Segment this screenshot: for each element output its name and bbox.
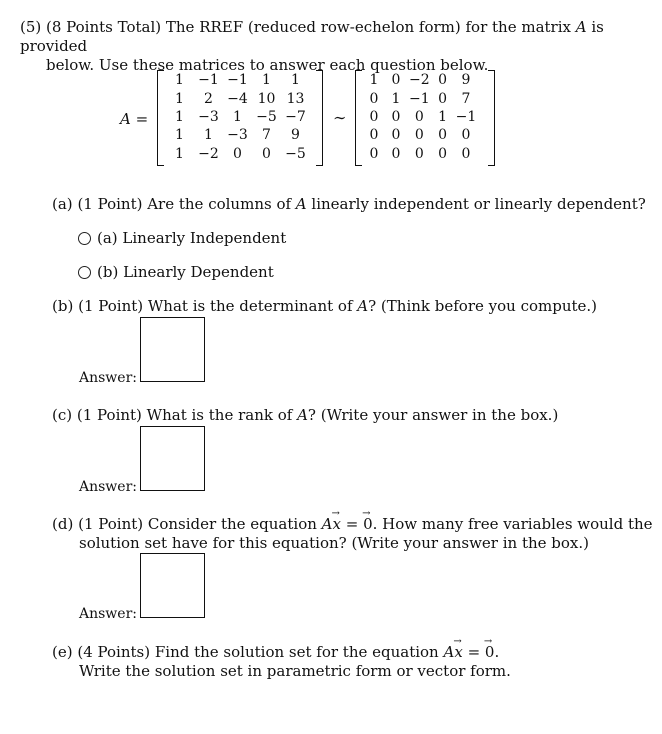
matrix-rref-cell: 0 <box>391 127 401 144</box>
matrix-a <box>157 70 323 166</box>
part-b-text-pre: (1 Point) What is the determinant of <box>78 297 358 315</box>
part-a-question <box>52 195 646 214</box>
part-d-eq-a: A <box>321 515 333 533</box>
matrix-a-cell: −3 <box>198 108 219 125</box>
part-c-var: A <box>297 406 308 424</box>
matrix-a-cell: −7 <box>285 108 306 125</box>
matrix-rref-cell: −2 <box>409 72 430 89</box>
matrix-rref-row <box>363 145 478 163</box>
part-c-answer-label: Answer: <box>79 479 137 495</box>
part-d-text-pre: (1 Point) Consider the equation <box>78 515 322 533</box>
matrix-a-cell: 1 <box>175 145 184 162</box>
radio-dependent-icon[interactable] <box>78 266 91 279</box>
option-independent-label: (a) Linearly Independent <box>97 229 287 247</box>
matrix-rref-row <box>363 126 478 144</box>
part-b-var: A <box>357 297 369 315</box>
matrix-a-cell: 0 <box>262 145 271 162</box>
matrix-rref <box>355 70 495 166</box>
part-c-question <box>52 406 558 425</box>
matrix-rref-cell: 0 <box>369 90 379 107</box>
matrix-rref-cell: 0 <box>369 145 379 162</box>
part-d-eq-zero: → 0 <box>363 515 373 533</box>
matrix-a-left-bracket <box>157 70 164 166</box>
matrix-rref-cell: 0 <box>391 145 401 162</box>
part-d-eq-x: → x <box>333 515 341 533</box>
matrix-rref-cell: 0 <box>391 72 401 89</box>
option-linearly-independent[interactable] <box>78 229 286 247</box>
matrix-a-cell: −5 <box>285 145 306 162</box>
intro-text-2: below. Use these matrices to answer each question below. <box>46 56 489 74</box>
matrix-a-cell: 1 <box>233 108 242 125</box>
matrix-rref-cell: 0 <box>438 72 448 89</box>
part-d-question <box>52 515 653 534</box>
part-e-eq-equals: = <box>462 643 485 661</box>
matrix-rref-cell: 1 <box>438 108 448 125</box>
part-e-eq-x: → x <box>454 643 462 661</box>
part-d-text-post: . How many free variables would the <box>372 515 653 533</box>
matrix-rref-row <box>363 71 478 89</box>
matrix-rref-cell: 1 <box>391 90 401 107</box>
matrix-a-cell: 1 <box>262 72 271 89</box>
part-b-answer-label: Answer: <box>79 370 137 386</box>
part-d-label: (d) <box>52 515 74 533</box>
part-c-text-post: ? (Write your answer in the box.) <box>307 406 559 424</box>
matrix-rref-table <box>363 71 478 163</box>
matrix-a-row <box>165 71 310 89</box>
matrix-a-cell: 1 <box>291 72 300 89</box>
matrix-a-right-bracket <box>316 70 323 166</box>
matrix-rref-cell: 0 <box>461 145 471 162</box>
matrix-a-row <box>165 145 310 163</box>
part-c-label: (c) <box>52 406 73 424</box>
matrix-rref-row <box>363 89 478 107</box>
matrix-a-cell: 1 <box>175 127 184 144</box>
matrix-rref-cell: 0 <box>391 108 401 125</box>
matrix-a-cell: −2 <box>198 145 219 162</box>
problem-intro <box>20 18 640 75</box>
matrix-rref-cell: 0 <box>414 108 424 125</box>
part-c-answer-box[interactable] <box>140 426 205 491</box>
matrix-a-cell: −1 <box>198 72 219 89</box>
matrix-rref-cell: 1 <box>369 72 379 89</box>
matrix-a-cell: −5 <box>256 108 277 125</box>
option-dependent-label: (b) Linearly Dependent <box>97 263 274 281</box>
part-e-line2: Write the solution set in parametric form or vector form. <box>79 662 511 680</box>
matrix-rref-cell: 7 <box>461 90 471 107</box>
matrix-a-cell: −1 <box>227 72 248 89</box>
part-b-label: (b) <box>52 297 74 315</box>
part-e-label: (e) <box>52 643 73 661</box>
part-e-text-pre: (4 Points) Find the solution set for the equation <box>77 643 444 661</box>
option-linearly-dependent[interactable] <box>78 263 274 281</box>
part-b-text-post: ? (Think before you compute.) <box>368 297 598 315</box>
matrix-a-row <box>165 89 310 107</box>
part-a-text-pre: (1 Point) Are the columns of <box>77 195 296 213</box>
matrix-rref-cell: 0 <box>438 90 448 107</box>
part-e-question <box>52 643 499 662</box>
part-d-answer-label: Answer: <box>79 606 137 622</box>
part-d-line2: solution set have for this equation? (Write your answer in the box.) <box>79 534 590 552</box>
matrix-a-cell: 10 <box>257 90 276 107</box>
matrix-rref-cell: 0 <box>414 127 424 144</box>
part-e-eq-zero: → 0 <box>485 643 495 661</box>
matrix-rref-cell: −1 <box>455 108 477 125</box>
problem-number: (5) <box>20 18 42 36</box>
matrix-rref-right-bracket <box>488 70 495 166</box>
matrix-rref-cell: 0 <box>369 127 379 144</box>
matrix-a-cell: −3 <box>227 127 248 144</box>
part-b-answer-box[interactable] <box>140 317 205 382</box>
matrix-a-cell: 0 <box>233 145 242 162</box>
matrix-a-cell: 2 <box>204 90 213 107</box>
part-d-eq-equals: = <box>340 515 364 533</box>
matrix-rref-cell: 0 <box>438 127 448 144</box>
matrix-a-cell: 1 <box>175 72 184 89</box>
matrix-rref-cell: 0 <box>438 145 448 162</box>
part-e-eq-a: A <box>443 643 455 661</box>
matrix-rref-cell: −1 <box>409 90 430 107</box>
matrix-rref-cell: 0 <box>461 127 471 144</box>
matrix-rref-cell: 0 <box>369 108 379 125</box>
matrix-a-cell: 9 <box>291 127 300 144</box>
intro-var: A <box>575 18 587 36</box>
intro-text-1: (8 Points Total) The RREF (reduced row-echelon form) for the matrix <box>46 18 576 36</box>
radio-independent-icon[interactable] <box>78 232 91 245</box>
matrix-a-row <box>165 108 310 126</box>
part-a-label: (a) <box>52 195 73 213</box>
part-a-text-post: linearly independent or linearly dependent? <box>306 195 646 213</box>
matrix-a-row <box>165 126 310 144</box>
matrix-rref-cell: 9 <box>461 72 471 89</box>
row-equivalent-symbol: ∼ <box>333 108 347 127</box>
matrix-a-cell: −4 <box>227 90 248 107</box>
part-b-question <box>52 297 597 316</box>
matrix-a-label: A = <box>120 110 149 128</box>
intro-text-1-end: is provided <box>20 18 604 55</box>
matrix-a-cell: 1 <box>175 90 184 107</box>
part-a-var: A <box>295 195 307 213</box>
matrix-rref-left-bracket <box>355 70 362 166</box>
matrix-a-cell: 1 <box>175 108 184 125</box>
matrix-rref-cell: 0 <box>414 145 424 162</box>
part-e-text-post: . <box>494 643 500 661</box>
part-d-answer-box[interactable] <box>140 553 205 618</box>
matrix-a-table <box>165 71 310 163</box>
matrix-a-cell: 1 <box>204 127 213 144</box>
matrix-a-cell: 13 <box>286 90 305 107</box>
matrix-rref-row <box>363 108 478 126</box>
matrix-a-cell: 7 <box>262 127 271 144</box>
part-c-text-pre: (1 Point) What is the rank of <box>76 406 298 424</box>
